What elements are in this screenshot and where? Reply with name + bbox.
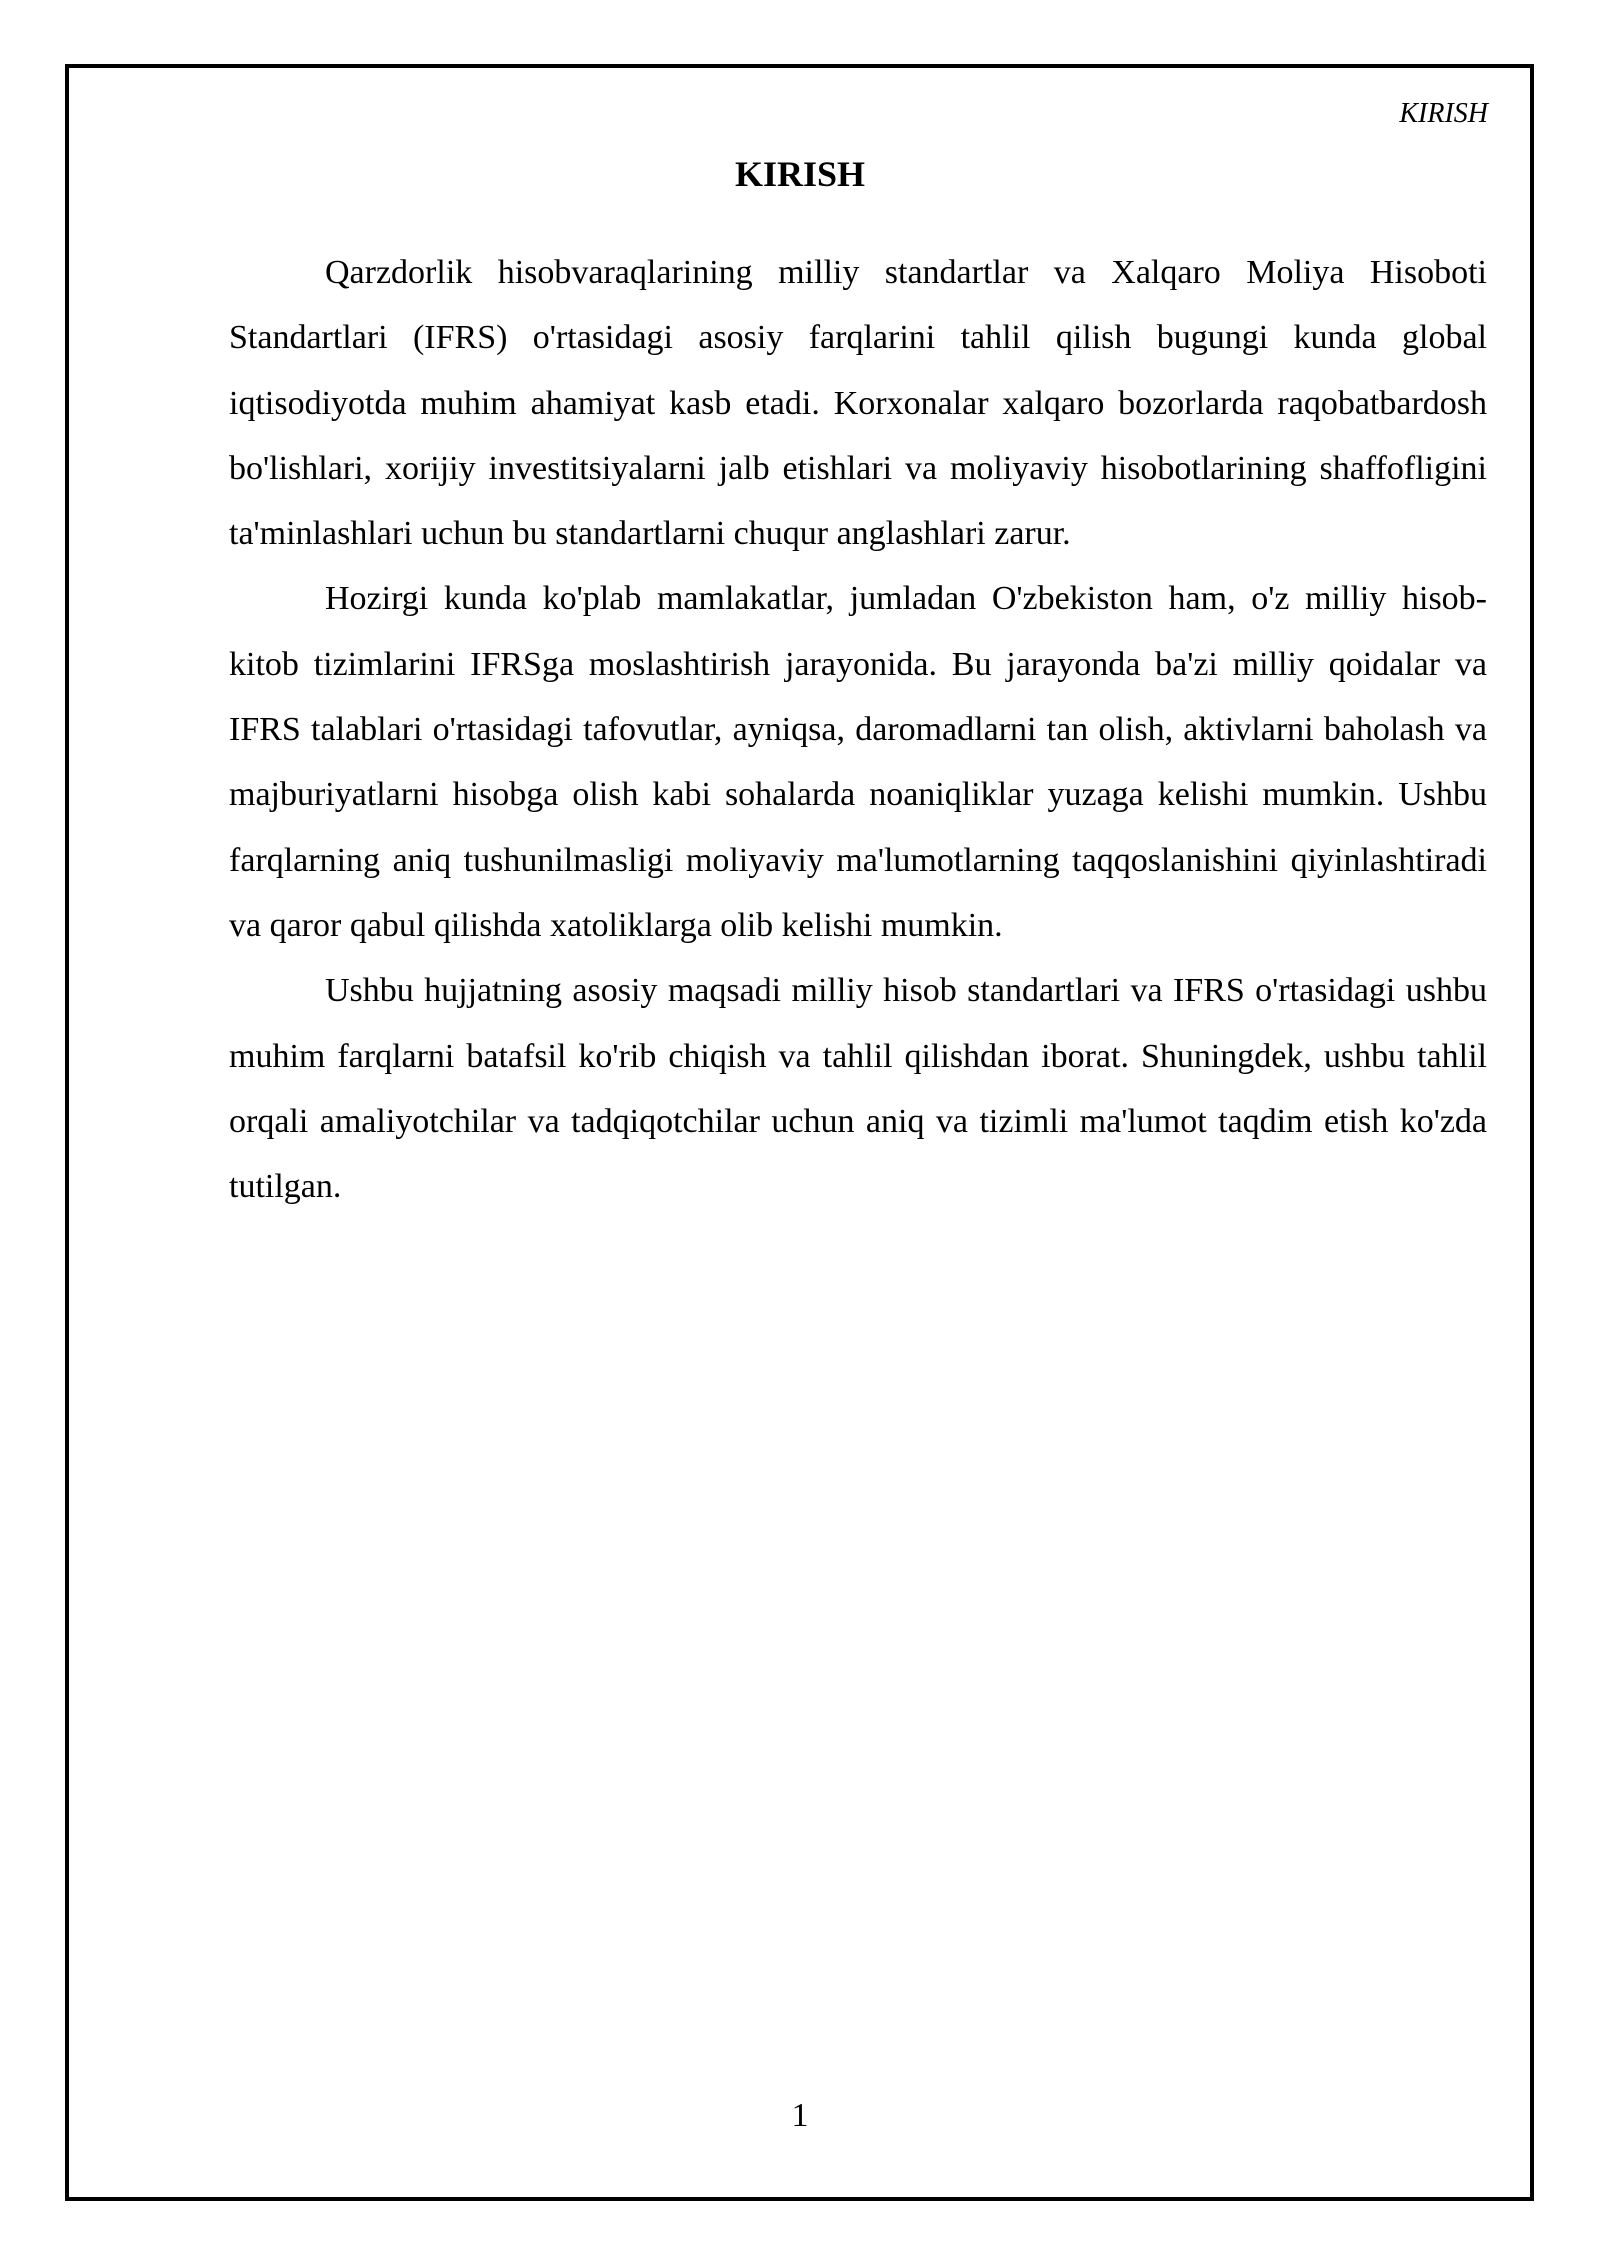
paragraph-2: Hozirgi kunda ko'plab mamlakatlar, jumladan O'zbekiston ham, o'z milliy hisob-kitob tizimlarini IFRSga moslashtirish jarayonida. Bu jarayonda ba'zi milliy qoidalar va IFRS talablari o'rtasidagi tafovutlar, ayniqsa, daromadlarni tan olish, aktivlarni baholash va majburiyatlarni hisobga olish kabi sohalarda noaniqliklar yuzaga kelishi mumkin. Ushbu farqlarning aniq tushunilmasligi moliyaviy ma'lumotlarning taqqoslanishini qiyinlashtiradi va qaror qabul qilishda xatoliklarga olib kelishi mumkin.: [229, 580, 1487, 944]
document-title: KIRISH: [734, 154, 866, 194]
paragraph-3: Ushbu hujjatning asosiy maqsadi milliy hisob standartlari va IFRS o'rtasidagi ushbu muhim farqlarni batafsil ko'rib chiqish va tahlil qilishdan iborat. Shuningdek, ushbu tahlil orqali amaliyotchilar va tadqiqotchilar uchun aniq va tizimli ma'lumot taqdim etish ko'zda tutilgan.: [229, 972, 1487, 1206]
body-text: [229, 240, 1487, 1219]
running-header: KIRISH: [1399, 98, 1488, 129]
paragraph-1: Qarzdorlik hisobvaraqlarining milliy standartlar va Xalqaro Moliya Hisoboti Standartlari (IFRS) o'rtasidagi asosiy farqlarini tahlil qilish bugungi kunda global iqtisodiyotda muhim ahamiyat kasb etadi. Korxonalar xalqaro bozorlarda raqobatbardosh bo'lishlari, xorijiy investitsiyalarni jalb etishlari va moliyaviy hisobotlarining shaffofligini ta'minlashlari uchun bu standartlarni chuqur anglashlari zarur.: [229, 254, 1487, 553]
page-number: 1: [791, 2097, 809, 2134]
